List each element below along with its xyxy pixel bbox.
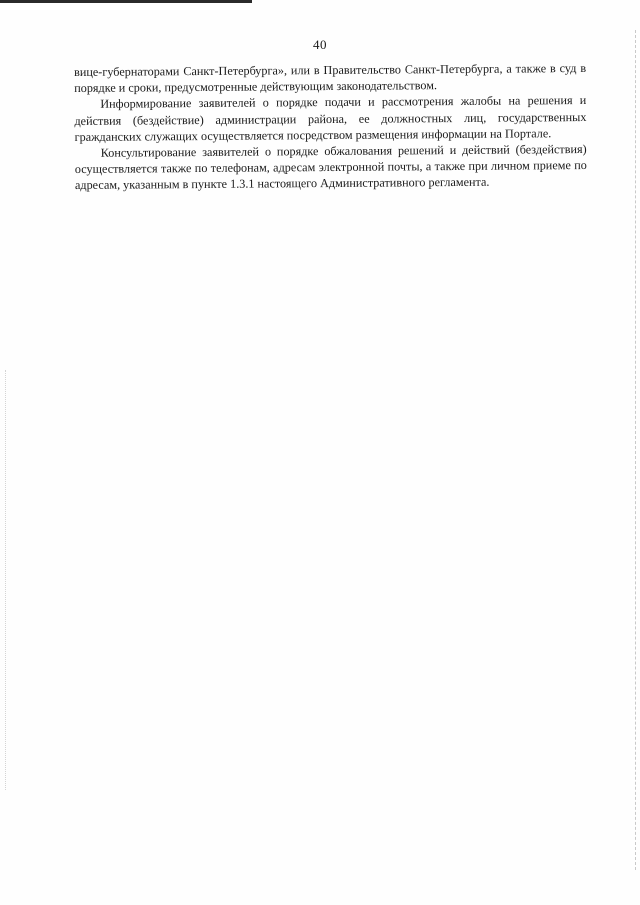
paragraph-informing: Информирование заявителей о порядке подачи и рассмотрения жалобы на решения и действия (бездействие) администрации района, ее должностных лиц, государственных гражданских служащих осуществляется посредством размещения информации на Портале. <box>74 93 587 144</box>
page-number: 40 <box>313 37 327 52</box>
document-body <box>74 60 587 194</box>
paragraph-appeal-continuation: вице-губернаторами Санкт-Петербурга», или в Правительство Санкт-Петербурга, а также в суд в порядке и сроки, предусмотренные действующим законодательством. <box>74 60 587 96</box>
paragraph-consulting: Консультирование заявителей о порядке обжалования решений и действий (бездействия) осуществляется также по телефонам, адресам электронной почты, а также при личном приеме по адресам, указанным в пункте 1.3.1 настоящего Административного регламента. <box>74 141 587 193</box>
scan-artifact-left-edge <box>5 370 7 790</box>
scan-artifact-right-edge <box>634 30 636 870</box>
scan-artifact-top-bar <box>0 0 252 3</box>
